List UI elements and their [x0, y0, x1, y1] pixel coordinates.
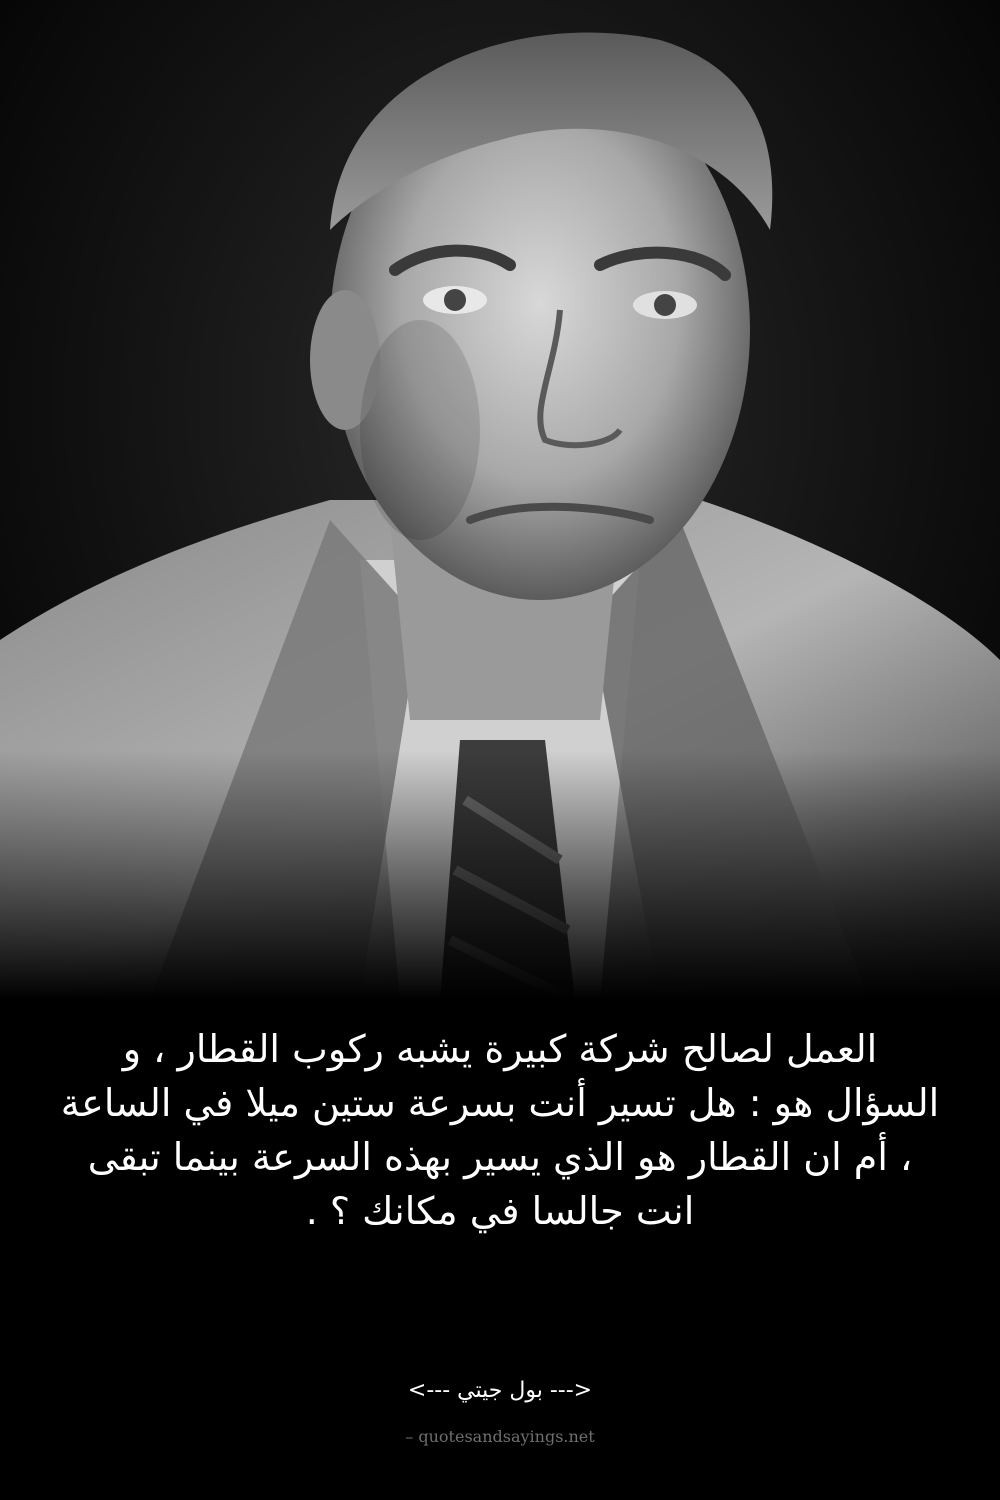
- quote-text: العمل لصالح شركة كبيرة يشبه ركوب القطار ، و السؤال هو : هل تسير أنت بسرعة ستين ميلا في الساعة ، أم ان القطار هو الذي يسير بهذه السرعة بينما تبقى انت جالسا في مكانك ؟ .: [60, 1027, 940, 1233]
- author-name: <--- بول جيتي --->: [407, 1378, 593, 1403]
- watermark-text: – quotesandsayings.net: [405, 1427, 595, 1446]
